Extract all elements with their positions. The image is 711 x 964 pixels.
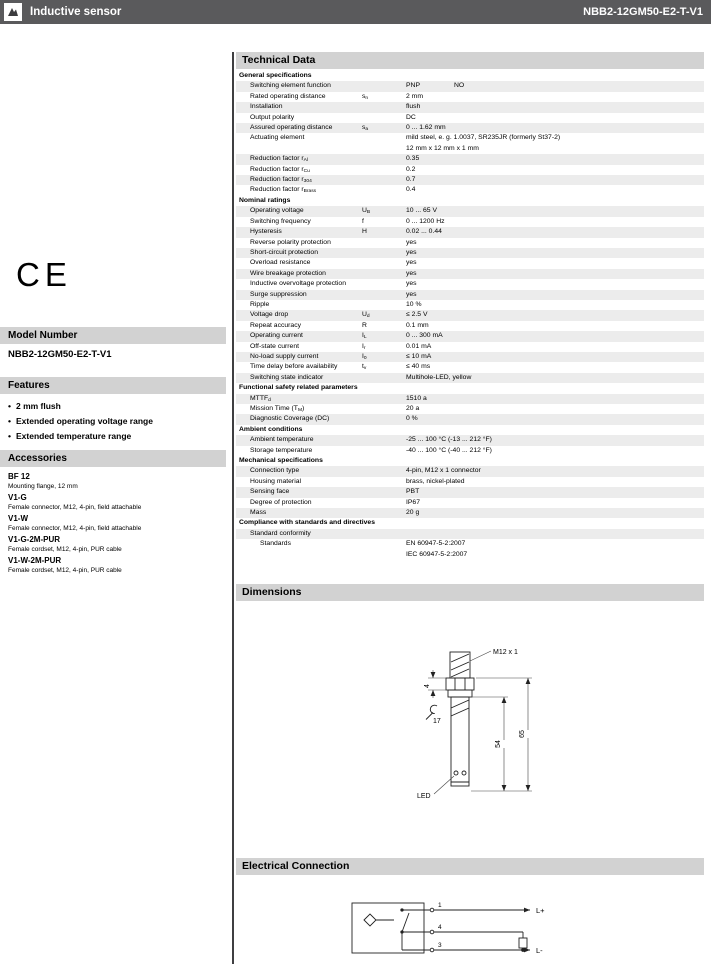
tech-label-cell: Off-state current bbox=[250, 342, 299, 350]
tech-symbol-cell bbox=[362, 487, 406, 497]
accessory-description: Mounting flange, 12 mm bbox=[8, 483, 78, 490]
tech-label-cell: Ambient temperature bbox=[250, 436, 314, 444]
tech-symbol-cell: R bbox=[362, 321, 367, 329]
accessories-list bbox=[8, 471, 224, 576]
tech-label-cell: Mass bbox=[250, 509, 267, 517]
tech-data-row bbox=[236, 373, 704, 383]
tech-value-cell: IP67 bbox=[406, 498, 420, 506]
tech-data-row bbox=[236, 394, 704, 404]
accessory-name: V1-G bbox=[8, 493, 27, 502]
technical-data-table bbox=[236, 71, 704, 579]
tech-value-cell bbox=[406, 529, 704, 539]
tech-symbol-cell: H bbox=[362, 228, 367, 236]
tech-data-row bbox=[236, 217, 704, 227]
tech-label-cell: Reduction factor $r_{Brass}$ bbox=[250, 186, 317, 195]
tech-label-cell: Time delay before availability bbox=[250, 363, 338, 371]
electrical-connection-heading: Electrical Connection bbox=[236, 858, 704, 875]
brand-logo-icon bbox=[4, 3, 22, 21]
tech-data-row bbox=[236, 238, 704, 248]
tech-data-row bbox=[236, 362, 704, 372]
tech-value-cell: 0 % bbox=[406, 415, 418, 423]
tech-symbol-cell bbox=[362, 466, 406, 476]
tech-symbol-cell bbox=[362, 414, 406, 424]
tech-value-cell: 10 ... 65 V bbox=[406, 207, 437, 215]
tech-symbol-cell bbox=[362, 446, 406, 456]
dimensions-heading: Dimensions bbox=[236, 584, 704, 601]
tech-section-label: Functional safety related parameters bbox=[239, 384, 358, 392]
tech-value-cell: -40 ... 100 °C (-40 ... 212 °F) bbox=[406, 446, 492, 454]
tech-data-row bbox=[236, 206, 704, 216]
tech-symbol-cell: $I_0$ bbox=[362, 352, 367, 361]
accessory-description: Female cordset, M12, 4-pin, PUR cable bbox=[8, 567, 122, 574]
tech-data-row bbox=[236, 290, 704, 300]
tech-value-cell: 10 % bbox=[406, 300, 422, 308]
tech-label-cell: Inductive overvoltage protection bbox=[250, 280, 346, 288]
tech-value-cell: yes bbox=[406, 290, 417, 298]
tech-symbol-cell bbox=[362, 477, 406, 487]
tech-data-row bbox=[236, 102, 704, 112]
tech-label-cell: Repeat accuracy bbox=[250, 321, 302, 329]
product-type-title: Inductive sensor bbox=[30, 6, 122, 18]
dim-label-thread: M12 x 1 bbox=[493, 649, 518, 656]
tech-section-label: Ambient conditions bbox=[239, 425, 303, 433]
accessory-name: BF 12 bbox=[8, 472, 30, 481]
tech-data-row bbox=[236, 227, 704, 237]
tech-label-cell: Sensing face bbox=[250, 488, 290, 496]
tech-value-cell: 0.1 mm bbox=[406, 321, 429, 329]
tech-data-row bbox=[236, 185, 704, 195]
tech-label-cell: Switching frequency bbox=[250, 217, 311, 225]
tech-symbol-cell: $U_d$ bbox=[362, 311, 370, 320]
tech-label-cell: $MTTF_d$ bbox=[250, 394, 271, 403]
tech-section-row bbox=[236, 196, 704, 206]
tech-data-row bbox=[236, 342, 704, 352]
tech-symbol-cell bbox=[362, 404, 406, 414]
tech-data-row bbox=[236, 498, 704, 508]
accessory-description: Female connector, M12, 4-pin, field attachable bbox=[8, 525, 142, 532]
tech-value-cell: Multihole-LED, yellow bbox=[406, 373, 472, 381]
tech-value-cell: 20 a bbox=[406, 405, 420, 412]
tech-label-cell: Overload resistance bbox=[250, 259, 311, 267]
accessory-name: V1-W bbox=[8, 514, 28, 523]
tech-symbol-cell bbox=[362, 269, 406, 279]
tech-value-cell: yes bbox=[406, 238, 417, 246]
tech-data-row bbox=[236, 279, 704, 289]
tech-data-row bbox=[236, 435, 704, 445]
tech-symbol-cell: $s_a$ bbox=[362, 124, 369, 132]
tech-value-cell: 0 ... 300 mA bbox=[406, 332, 443, 340]
tech-symbol-cell bbox=[362, 238, 406, 248]
tech-data-row bbox=[236, 154, 704, 164]
tech-value-cell: EN 60947-5-2:2007 IEC 60947-5-2:2007 bbox=[406, 540, 468, 558]
led-label: LED bbox=[417, 793, 431, 800]
model-number-value: NBB2-12GM50-E2-T-V1 bbox=[8, 349, 112, 360]
tech-value-cell: 0.35 bbox=[406, 155, 420, 163]
tech-label-cell: Reverse polarity protection bbox=[250, 238, 331, 246]
tech-section-row bbox=[236, 425, 704, 435]
tech-symbol-cell bbox=[362, 81, 406, 91]
tech-label-cell: Housing material bbox=[250, 477, 301, 485]
tech-value-cell: 0.01 mA bbox=[406, 342, 432, 350]
tech-data-row bbox=[236, 92, 704, 102]
tech-value-cell: ≤ 40 ms bbox=[406, 363, 431, 371]
tech-label-cell: Standards bbox=[260, 540, 291, 548]
tech-data-row bbox=[236, 466, 704, 476]
tech-value-cell: 1510 a bbox=[406, 394, 427, 402]
tech-label-cell: Reduction factor $r_{Al}$ bbox=[250, 155, 308, 164]
tech-label-cell: Voltage drop bbox=[250, 311, 289, 319]
tech-label-cell: Actuating element bbox=[250, 134, 305, 142]
tech-value-cell: -25 ... 100 °C (-13 ... 212 °F) bbox=[406, 436, 492, 444]
feature-item bbox=[8, 429, 153, 444]
header-part-number: NBB2-12GM50-E2-T-V1 bbox=[583, 6, 703, 18]
tech-data-row bbox=[236, 331, 704, 341]
tech-data-row bbox=[236, 404, 704, 414]
dimensions-drawing bbox=[236, 604, 704, 850]
tech-label-cell: Storage temperature bbox=[250, 446, 313, 454]
tech-data-row bbox=[236, 539, 704, 560]
tech-label-cell: Connection type bbox=[250, 467, 300, 475]
tech-value-cell: 0.02 ... 0.44 bbox=[406, 228, 442, 236]
tech-value-cell: yes bbox=[406, 269, 417, 277]
tech-label-cell: Short-circuit protection bbox=[250, 248, 318, 256]
tech-value-cell: yes bbox=[406, 280, 417, 288]
tech-label-cell: Output polarity bbox=[250, 113, 295, 121]
tech-label-cell: Surge suppression bbox=[250, 290, 307, 298]
pin4-label: 4 bbox=[438, 924, 442, 931]
accessory-item bbox=[8, 555, 224, 576]
technical-data-heading: Technical Data bbox=[236, 52, 704, 69]
tech-symbol-cell bbox=[362, 508, 406, 518]
tech-symbol-cell bbox=[362, 290, 406, 300]
tech-symbol-cell: $I_L$ bbox=[362, 332, 367, 341]
tech-symbol-cell: $t_v$ bbox=[362, 363, 367, 372]
tech-label-cell: Switching state indicator bbox=[250, 373, 324, 381]
feature-item bbox=[8, 414, 153, 429]
tech-data-row bbox=[236, 133, 704, 154]
tech-value-cell: mild steel, e. g. 1.0037, SR235JR (formerly St37-2) 12 mm x 12 mm x 1 mm bbox=[406, 134, 561, 152]
tech-symbol-cell bbox=[362, 373, 406, 383]
tech-symbol-cell bbox=[362, 133, 406, 154]
tech-value-cell: 2 mm bbox=[406, 92, 423, 100]
tech-symbol-cell: $U_B$ bbox=[362, 207, 371, 216]
accessory-description: Female cordset, M12, 4-pin, PUR cable bbox=[8, 546, 122, 553]
feature-text: 2 mm flush bbox=[15, 401, 61, 411]
tech-data-row bbox=[236, 321, 704, 331]
tech-data-row bbox=[236, 258, 704, 268]
tech-value-cell: 0 ... 1200 Hz bbox=[406, 217, 445, 225]
tech-symbol-cell: f bbox=[362, 217, 364, 225]
feature-text: Extended operating voltage range bbox=[15, 416, 153, 426]
tech-value-cell: yes bbox=[406, 248, 417, 256]
tech-symbol-cell bbox=[362, 529, 406, 539]
tech-section-row bbox=[236, 383, 704, 393]
accessory-description: Female connector, M12, 4-pin, field attachable bbox=[8, 504, 142, 511]
accessory-item bbox=[8, 492, 224, 513]
tech-value-cell: ≤ 2.5 V bbox=[406, 311, 428, 319]
tech-value-cell: PNP NO bbox=[406, 82, 465, 90]
tech-symbol-cell bbox=[362, 102, 406, 112]
tech-value-cell: flush bbox=[406, 103, 421, 111]
tech-label-cell: Installation bbox=[250, 103, 283, 111]
pin3-label: 3 bbox=[438, 942, 442, 949]
tech-data-row bbox=[236, 477, 704, 487]
tech-data-row bbox=[236, 508, 704, 518]
tech-value-cell: PBT bbox=[406, 488, 420, 496]
features-heading: Features bbox=[0, 377, 226, 394]
dim-label-17: 17 bbox=[433, 718, 441, 725]
tech-label-cell: Wire breakage protection bbox=[250, 269, 326, 277]
tech-data-row bbox=[236, 175, 704, 185]
tech-symbol-cell bbox=[362, 185, 406, 195]
tech-label-cell: Hysteresis bbox=[250, 228, 282, 236]
tech-value-cell: 0.4 bbox=[406, 186, 416, 194]
supply-plus-label: L+ bbox=[536, 906, 545, 915]
tech-data-row bbox=[236, 269, 704, 279]
tech-data-row bbox=[236, 446, 704, 456]
tech-label-cell: Rated operating distance bbox=[250, 92, 326, 100]
tech-label-cell: Ripple bbox=[250, 300, 270, 308]
tech-label-cell: Diagnostic Coverage (DC) bbox=[250, 415, 330, 423]
tech-section-row bbox=[236, 518, 704, 528]
tech-label-cell: Operating voltage bbox=[250, 207, 304, 215]
accessories-heading: Accessories bbox=[0, 450, 226, 467]
tech-symbol-cell bbox=[362, 248, 406, 258]
brand-logo-glyph bbox=[6, 5, 20, 19]
tech-symbol-cell bbox=[362, 175, 406, 185]
tech-section-row bbox=[236, 71, 704, 81]
tech-symbol-cell bbox=[362, 498, 406, 508]
tech-value-cell: yes bbox=[406, 259, 417, 267]
tech-data-row bbox=[236, 123, 704, 133]
tech-value-cell: 4-pin, M12 x 1 connector bbox=[406, 467, 481, 475]
accessory-item bbox=[8, 513, 224, 534]
tech-data-row bbox=[236, 113, 704, 123]
dimension-lines bbox=[428, 651, 532, 794]
tech-section-row bbox=[236, 456, 704, 466]
tech-symbol-cell: $I_r$ bbox=[362, 342, 366, 351]
tech-section-label: Nominal ratings bbox=[239, 196, 291, 204]
dim-label-54: 54 bbox=[495, 740, 502, 748]
ce-mark: CE bbox=[16, 256, 72, 293]
tech-data-row bbox=[236, 248, 704, 258]
model-number-heading: Model Number bbox=[0, 327, 226, 344]
tech-section-label: General specifications bbox=[239, 72, 312, 79]
tech-symbol-cell bbox=[362, 435, 406, 445]
tech-symbol-cell: $s_n$ bbox=[362, 92, 369, 101]
tech-symbol-cell bbox=[362, 539, 406, 560]
dim-label-65: 65 bbox=[519, 730, 526, 738]
tech-symbol-cell bbox=[362, 258, 406, 268]
tech-value-cell: 0 ... 1.62 mm bbox=[406, 124, 446, 132]
feature-item bbox=[8, 399, 153, 414]
tech-data-row bbox=[236, 352, 704, 362]
tech-value-cell: 0.7 bbox=[406, 176, 416, 184]
electrical-connection-diagram bbox=[236, 880, 704, 964]
dim-label-4: 4 bbox=[424, 684, 431, 688]
tech-symbol-cell bbox=[362, 394, 406, 404]
tech-value-cell: brass, nickel-plated bbox=[406, 477, 465, 485]
tech-data-row bbox=[236, 529, 704, 539]
tech-data-row bbox=[236, 487, 704, 497]
tech-symbol-cell bbox=[362, 113, 406, 123]
tech-symbol-cell bbox=[362, 165, 406, 175]
tech-label-cell: Reduction factor $r_{Cu}$ bbox=[250, 165, 310, 174]
tech-symbol-cell bbox=[362, 154, 406, 164]
column-divider bbox=[232, 52, 234, 964]
tech-data-row bbox=[236, 414, 704, 424]
header-bar bbox=[0, 0, 711, 24]
supply-minus-label: L- bbox=[536, 946, 543, 955]
tech-data-row bbox=[236, 81, 704, 91]
tech-symbol-cell bbox=[362, 300, 406, 310]
tech-label-cell: Reduction factor $r_{304}$ bbox=[250, 176, 312, 185]
tech-label-cell: Standard conformity bbox=[250, 529, 311, 537]
tech-value-cell: DC bbox=[406, 113, 416, 121]
tech-section-label: Compliance with standards and directives bbox=[239, 519, 375, 527]
tech-label-cell: Operating current bbox=[250, 332, 303, 340]
tech-value-cell: 0.2 bbox=[406, 165, 416, 173]
tech-data-row bbox=[236, 300, 704, 310]
features-list bbox=[8, 399, 153, 444]
tech-value-cell: 20 g bbox=[406, 509, 420, 517]
accessory-item bbox=[8, 471, 224, 492]
tech-label-cell: No-load supply current bbox=[250, 352, 319, 360]
pin1-label: 1 bbox=[438, 902, 442, 909]
tech-data-row bbox=[236, 165, 704, 175]
tech-label-cell: Degree of protection bbox=[250, 498, 312, 506]
tech-label-cell: Assured operating distance bbox=[250, 124, 333, 132]
accessory-name: V1-G-2M-PUR bbox=[8, 535, 61, 544]
tech-value-cell: ≤ 10 mA bbox=[406, 352, 432, 360]
sensor-outline bbox=[446, 652, 474, 786]
tech-data-row bbox=[236, 310, 704, 320]
accessory-item bbox=[8, 534, 224, 555]
accessory-name: V1-W-2M-PUR bbox=[8, 556, 62, 565]
tech-label-cell: Mission Time $(T_M)$ bbox=[250, 405, 305, 413]
tech-section-label: Mechanical specifications bbox=[239, 457, 323, 465]
tech-label-cell: Switching element function bbox=[250, 82, 331, 90]
feature-text: Extended temperature range bbox=[15, 431, 132, 441]
tech-symbol-cell bbox=[362, 279, 406, 289]
